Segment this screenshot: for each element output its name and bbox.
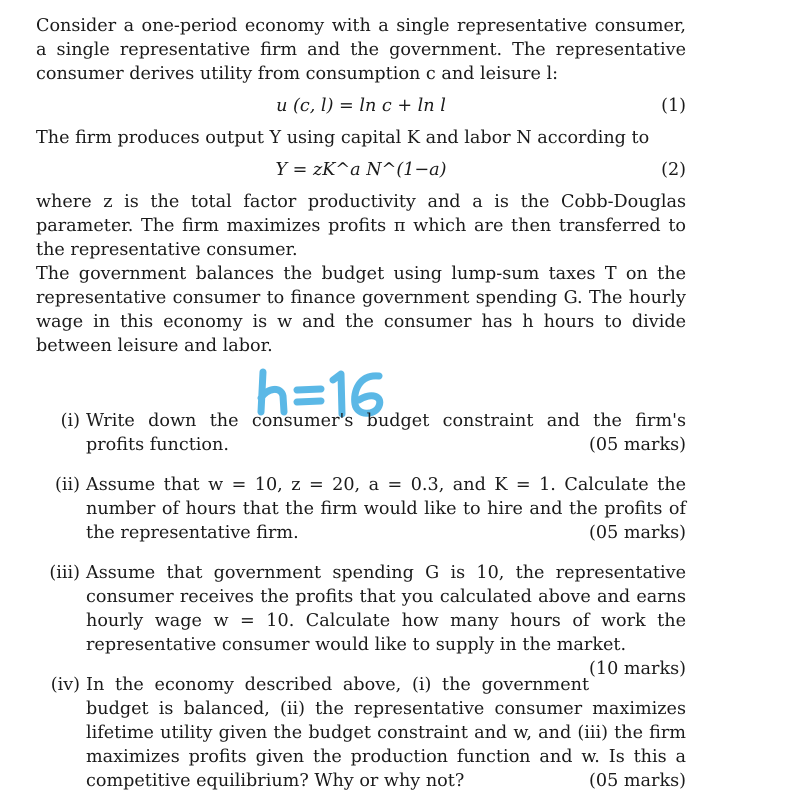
production-equation: Y = zK^a N^(1−a) [275, 160, 447, 180]
question-item [36, 561, 686, 679]
equation-1-number: (1) [661, 96, 686, 116]
equation-1-row [36, 86, 686, 126]
question-list [36, 409, 686, 809]
equation-2-row [36, 150, 686, 190]
handwritten-h16-strokes [261, 372, 380, 414]
government-paragraph: The government balances the budget using lump-sum taxes T on the representative consumer to finance government spending G. The hourly wage in this economy is w and the consumer has h hours to divide between leisure and labor. [36, 264, 686, 356]
equation-2-number: (2) [661, 160, 686, 180]
question-item [36, 473, 686, 545]
intro-paragraph: Consider a one-period economy with a single representative consumer, a single representative firm and the government. The representative consumer derives utility from consumption c and leisure l: [36, 16, 686, 84]
utility-equation: u (c, l) = ln c + ln l [276, 96, 446, 116]
question-marks: (05 marks) [589, 435, 686, 455]
question-label: (i) [60, 411, 80, 431]
question-label: (iv) [50, 675, 80, 695]
question-text: In the economy described above, (i) the government budget is balanced, (ii) the representative consumer maximizes lifetime utility given the budget constraint and w, and (iii) the firm maximizes profits given the production function and w. Is this a competitive equilibrium? Why or why not? [86, 675, 686, 791]
question-label: (ii) [55, 475, 80, 495]
question-text: Assume that government spending G is 10, the representative consumer receives the profits that you calculated above and earns hourly wage w = 10. Calculate how many hours of work the representative consumer would like to supply in the market. [86, 563, 686, 655]
question-label: (iii) [49, 563, 80, 583]
problem-text [36, 14, 686, 358]
question-item [36, 673, 686, 793]
question-marks: (05 marks) [589, 523, 686, 543]
firm-paragraph: The firm produces output Y using capital K and labor N according to [36, 128, 650, 148]
question-item [36, 409, 686, 457]
question-marks: (05 marks) [589, 771, 686, 791]
question-text: Write down the consumer's budget constraint and the firm's profits function. [86, 411, 686, 455]
question-text: Assume that w = 10, z = 20, a = 0.3, and K = 1. Calculate the number of hours that the firm would like to hire and the profits of the representative firm. [86, 475, 686, 543]
question-marks: (10 marks) [589, 659, 686, 679]
definitions-paragraph: where z is the total factor productivity and a is the Cobb-Douglas parameter. The firm maximizes profits π which are then transferred to the representative consumer. [36, 192, 686, 260]
